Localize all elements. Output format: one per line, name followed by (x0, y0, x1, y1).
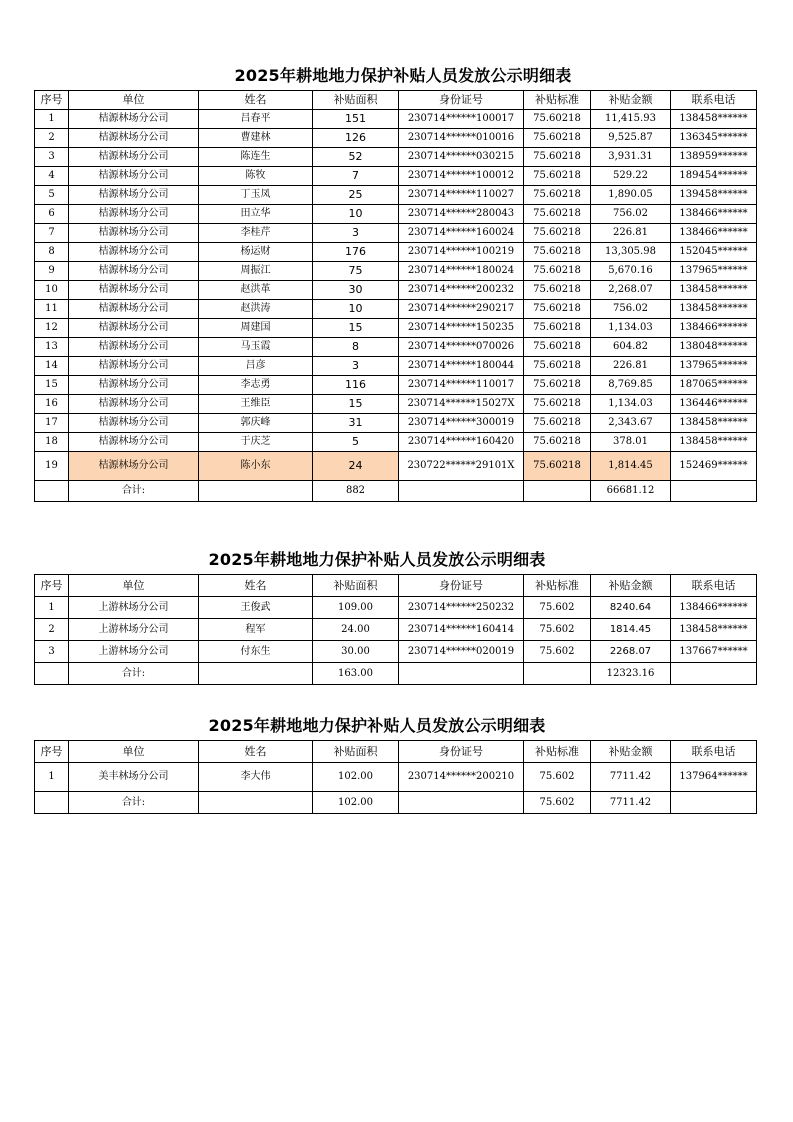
cell-rate: 75.602 (524, 763, 591, 792)
table-row (35, 205, 757, 224)
cell-rate: 75.60218 (524, 224, 591, 243)
cell-id: 230714******100219 (399, 243, 524, 262)
col-id: 身份证号 (399, 91, 524, 110)
cell-unit: 桔源林场分公司 (69, 186, 199, 205)
cell-id: 230714******150235 (399, 319, 524, 338)
table-title: 2025年耕地地力保护补贴人员发放公示明细表 (208, 550, 546, 569)
cell-name: 丁玉凤 (199, 186, 313, 205)
table-row (35, 376, 757, 395)
cell-seq: 3 (35, 148, 69, 167)
cell-name: 吕彦 (199, 357, 313, 376)
table-row (35, 319, 757, 338)
cell-seq: 18 (35, 433, 69, 452)
cell-phone: 136345****** (671, 129, 757, 148)
col-amount: 补贴金额 (591, 575, 671, 597)
cell-empty (35, 663, 69, 685)
total-area: 163.00 (313, 663, 399, 685)
cell-id: 230714******070026 (399, 338, 524, 357)
cell-id: 230722******29101X (399, 452, 524, 481)
cell-name: 田立华 (199, 205, 313, 224)
section-meifeng (34, 716, 748, 814)
col-seq: 序号 (35, 91, 69, 110)
cell-phone: 138458****** (671, 281, 757, 300)
cell-area: 15 (313, 319, 399, 338)
cell-name: 李大伟 (199, 763, 313, 792)
cell-amount: 756.02 (591, 300, 671, 319)
cell-phone: 138458****** (671, 619, 757, 641)
table-row (35, 597, 757, 619)
cell-empty (399, 481, 524, 502)
total-row (35, 792, 757, 814)
cell-rate: 75.60218 (524, 300, 591, 319)
cell-area: 30.00 (313, 641, 399, 663)
cell-amount: 2268.07 (591, 641, 671, 663)
cell-seq: 16 (35, 395, 69, 414)
col-phone: 联系电话 (671, 575, 757, 597)
cell-empty (199, 663, 313, 685)
cell-amount: 756.02 (591, 205, 671, 224)
cell-seq: 11 (35, 300, 69, 319)
cell-unit: 桔源林场分公司 (69, 167, 199, 186)
cell-name: 陈连生 (199, 148, 313, 167)
cell-unit: 桔源林场分公司 (69, 414, 199, 433)
cell-id: 230714******160024 (399, 224, 524, 243)
table-row (35, 110, 757, 129)
table-row (35, 186, 757, 205)
cell-unit: 上游林场分公司 (69, 619, 199, 641)
total-area: 102.00 (313, 792, 399, 814)
cell-rate: 75.60218 (524, 414, 591, 433)
cell-id: 230714******280043 (399, 205, 524, 224)
cell-area: 24.00 (313, 619, 399, 641)
cell-seq: 4 (35, 167, 69, 186)
cell-area: 116 (313, 376, 399, 395)
cell-area: 109.00 (313, 597, 399, 619)
cell-empty (671, 663, 757, 685)
cell-unit: 上游林场分公司 (69, 597, 199, 619)
col-seq: 序号 (35, 741, 69, 763)
cell-amount: 2,268.07 (591, 281, 671, 300)
cell-area: 15 (313, 395, 399, 414)
total-label: 合计: (69, 663, 199, 685)
cell-rate: 75.60218 (524, 110, 591, 129)
cell-name: 王俊武 (199, 597, 313, 619)
cell-seq: 2 (35, 619, 69, 641)
cell-name: 马玉霞 (199, 338, 313, 357)
table-row (35, 129, 757, 148)
table-row (35, 414, 757, 433)
cell-area: 10 (313, 300, 399, 319)
cell-amount: 1,890.05 (591, 186, 671, 205)
cell-phone: 189454****** (671, 167, 757, 186)
cell-seq: 1 (35, 763, 69, 792)
cell-amount: 1,814.45 (591, 452, 671, 481)
cell-seq: 19 (35, 452, 69, 481)
cell-amount: 11,415.93 (591, 110, 671, 129)
col-phone: 联系电话 (671, 91, 757, 110)
cell-rate: 75.60218 (524, 319, 591, 338)
cell-rate: 75.602 (524, 597, 591, 619)
cell-name: 周建国 (199, 319, 313, 338)
cell-id: 230714******110027 (399, 186, 524, 205)
cell-area: 25 (313, 186, 399, 205)
cell-area: 3 (313, 224, 399, 243)
cell-unit: 桔源林场分公司 (69, 148, 199, 167)
cell-amount: 9,525.87 (591, 129, 671, 148)
cell-phone: 152045****** (671, 243, 757, 262)
col-amount: 补贴金额 (591, 741, 671, 763)
cell-seq: 9 (35, 262, 69, 281)
cell-name: 赵洪革 (199, 281, 313, 300)
cell-unit: 桔源林场分公司 (69, 395, 199, 414)
table-row (35, 357, 757, 376)
cell-area: 30 (313, 281, 399, 300)
total-rate: 75.602 (524, 792, 591, 814)
cell-area: 151 (313, 110, 399, 129)
cell-phone: 152469****** (671, 452, 757, 481)
cell-name: 赵洪涛 (199, 300, 313, 319)
cell-seq: 1 (35, 597, 69, 619)
header-row (35, 575, 757, 597)
section-shangyou (34, 550, 748, 685)
header-row (35, 741, 757, 763)
table-row (35, 395, 757, 414)
cell-rate: 75.60218 (524, 262, 591, 281)
cell-seq: 5 (35, 186, 69, 205)
cell-seq: 17 (35, 414, 69, 433)
cell-rate: 75.60218 (524, 376, 591, 395)
cell-amount: 604.82 (591, 338, 671, 357)
cell-area: 5 (313, 433, 399, 452)
total-label: 合计: (69, 792, 199, 814)
cell-name: 陈牧 (199, 167, 313, 186)
col-area: 补贴面积 (313, 91, 399, 110)
cell-phone: 138466****** (671, 224, 757, 243)
cell-phone: 138048****** (671, 338, 757, 357)
cell-id: 230714******020019 (399, 641, 524, 663)
cell-phone: 138458****** (671, 414, 757, 433)
cell-empty (524, 663, 591, 685)
table-row (35, 262, 757, 281)
cell-id: 230714******160414 (399, 619, 524, 641)
cell-seq: 10 (35, 281, 69, 300)
col-seq: 序号 (35, 575, 69, 597)
cell-unit: 桔源林场分公司 (69, 452, 199, 481)
table-title: 2025年耕地地力保护补贴人员发放公示明细表 (208, 716, 546, 735)
cell-area: 7 (313, 167, 399, 186)
cell-id: 230714******100017 (399, 110, 524, 129)
total-area: 882 (313, 481, 399, 502)
table-row (35, 224, 757, 243)
cell-seq: 6 (35, 205, 69, 224)
cell-unit: 桔源林场分公司 (69, 205, 199, 224)
cell-empty (199, 481, 313, 502)
cell-rate: 75.60218 (524, 186, 591, 205)
cell-name: 陈小东 (199, 452, 313, 481)
cell-id: 230714******200210 (399, 763, 524, 792)
cell-amount: 529.22 (591, 167, 671, 186)
cell-name: 于庆芝 (199, 433, 313, 452)
cell-name: 程军 (199, 619, 313, 641)
table-row (35, 452, 757, 481)
cell-unit: 桔源林场分公司 (69, 376, 199, 395)
cell-id: 230714******180044 (399, 357, 524, 376)
table-row (35, 641, 757, 663)
cell-unit: 桔源林场分公司 (69, 129, 199, 148)
cell-id: 230714******110017 (399, 376, 524, 395)
cell-unit: 桔源林场分公司 (69, 224, 199, 243)
cell-phone: 138458****** (671, 300, 757, 319)
cell-phone: 139458****** (671, 186, 757, 205)
cell-unit: 桔源林场分公司 (69, 110, 199, 129)
total-row (35, 663, 757, 685)
table-row (35, 300, 757, 319)
cell-phone: 138458****** (671, 433, 757, 452)
cell-rate: 75.60218 (524, 452, 591, 481)
cell-unit: 桔源林场分公司 (69, 300, 199, 319)
cell-area: 24 (313, 452, 399, 481)
col-area: 补贴面积 (313, 741, 399, 763)
cell-empty (35, 481, 69, 502)
table-row (35, 619, 757, 641)
cell-name: 付东生 (199, 641, 313, 663)
table-row (35, 433, 757, 452)
cell-rate: 75.60218 (524, 148, 591, 167)
cell-amount: 3,931.31 (591, 148, 671, 167)
cell-amount: 8240.64 (591, 597, 671, 619)
cell-phone: 138466****** (671, 319, 757, 338)
cell-amount: 1,134.03 (591, 319, 671, 338)
cell-id: 230714******15027X (399, 395, 524, 414)
table-row (35, 243, 757, 262)
cell-amount: 13,305.98 (591, 243, 671, 262)
cell-rate: 75.60218 (524, 338, 591, 357)
cell-id: 230714******030215 (399, 148, 524, 167)
col-name: 姓名 (199, 741, 313, 763)
cell-unit: 桔源林场分公司 (69, 262, 199, 281)
cell-unit: 桔源林场分公司 (69, 338, 199, 357)
table-row (35, 338, 757, 357)
table-row (35, 763, 757, 792)
cell-amount: 5,670.16 (591, 262, 671, 281)
subsidy-table-meifeng (34, 740, 757, 814)
cell-seq: 13 (35, 338, 69, 357)
subsidy-table-shangyou (34, 574, 757, 685)
col-name: 姓名 (199, 575, 313, 597)
cell-id: 230714******010016 (399, 129, 524, 148)
cell-seq: 15 (35, 376, 69, 395)
cell-amount: 7711.42 (591, 763, 671, 792)
cell-rate: 75.602 (524, 641, 591, 663)
cell-id: 230714******180024 (399, 262, 524, 281)
cell-name: 杨运财 (199, 243, 313, 262)
cell-unit: 桔源林场分公司 (69, 243, 199, 262)
col-unit: 单位 (69, 575, 199, 597)
cell-phone: 137965****** (671, 262, 757, 281)
table-row (35, 167, 757, 186)
cell-id: 230714******290217 (399, 300, 524, 319)
cell-amount: 8,769.85 (591, 376, 671, 395)
cell-phone: 138458****** (671, 110, 757, 129)
cell-area: 10 (313, 205, 399, 224)
cell-seq: 7 (35, 224, 69, 243)
header-row (35, 91, 757, 110)
cell-rate: 75.60218 (524, 395, 591, 414)
cell-phone: 138466****** (671, 205, 757, 224)
cell-empty (35, 792, 69, 814)
col-amount: 补贴金额 (591, 91, 671, 110)
cell-area: 3 (313, 357, 399, 376)
cell-rate: 75.60218 (524, 167, 591, 186)
cell-id: 230714******100012 (399, 167, 524, 186)
cell-unit: 桔源林场分公司 (69, 433, 199, 452)
total-row (35, 481, 757, 502)
col-unit: 单位 (69, 741, 199, 763)
table-title: 2025年耕地地力保护补贴人员发放公示明细表 (234, 66, 572, 85)
cell-id: 230714******250232 (399, 597, 524, 619)
cell-area: 102.00 (313, 763, 399, 792)
cell-phone: 138466****** (671, 597, 757, 619)
total-amount: 7711.42 (591, 792, 671, 814)
cell-amount: 226.81 (591, 357, 671, 376)
cell-area: 75 (313, 262, 399, 281)
subsidy-table-jieyuan (34, 90, 757, 502)
cell-area: 52 (313, 148, 399, 167)
total-amount: 66681.12 (591, 481, 671, 502)
cell-id: 230714******200232 (399, 281, 524, 300)
col-rate: 补贴标准 (524, 91, 591, 110)
cell-amount: 1814.45 (591, 619, 671, 641)
cell-name: 郭庆峰 (199, 414, 313, 433)
table-row (35, 281, 757, 300)
cell-amount: 378.01 (591, 433, 671, 452)
cell-seq: 8 (35, 243, 69, 262)
cell-name: 曹建林 (199, 129, 313, 148)
cell-unit: 桔源林场分公司 (69, 319, 199, 338)
total-label: 合计: (69, 481, 199, 502)
cell-seq: 12 (35, 319, 69, 338)
cell-id: 230714******160420 (399, 433, 524, 452)
section-jieyuan (34, 66, 748, 502)
cell-phone: 136446****** (671, 395, 757, 414)
col-id: 身份证号 (399, 575, 524, 597)
cell-rate: 75.60218 (524, 281, 591, 300)
col-name: 姓名 (199, 91, 313, 110)
cell-name: 李桂芹 (199, 224, 313, 243)
cell-empty (671, 792, 757, 814)
cell-seq: 3 (35, 641, 69, 663)
cell-name: 周振江 (199, 262, 313, 281)
cell-rate: 75.60218 (524, 129, 591, 148)
cell-amount: 1,134.03 (591, 395, 671, 414)
cell-seq: 14 (35, 357, 69, 376)
table-body (35, 597, 757, 685)
cell-seq: 2 (35, 129, 69, 148)
cell-phone: 138959****** (671, 148, 757, 167)
col-phone: 联系电话 (671, 741, 757, 763)
cell-area: 176 (313, 243, 399, 262)
cell-phone: 137667****** (671, 641, 757, 663)
col-rate: 补贴标准 (524, 575, 591, 597)
cell-unit: 上游林场分公司 (69, 641, 199, 663)
cell-area: 126 (313, 129, 399, 148)
cell-phone: 137965****** (671, 357, 757, 376)
cell-rate: 75.60218 (524, 205, 591, 224)
cell-empty (199, 792, 313, 814)
col-unit: 单位 (69, 91, 199, 110)
cell-rate: 75.602 (524, 619, 591, 641)
cell-name: 李志勇 (199, 376, 313, 395)
col-id: 身份证号 (399, 741, 524, 763)
cell-name: 王维臣 (199, 395, 313, 414)
table-body (35, 763, 757, 814)
total-amount: 12323.16 (591, 663, 671, 685)
table-row (35, 148, 757, 167)
cell-unit: 美丰林场分公司 (69, 763, 199, 792)
cell-unit: 桔源林场分公司 (69, 281, 199, 300)
cell-rate: 75.60218 (524, 357, 591, 376)
cell-area: 31 (313, 414, 399, 433)
cell-id: 230714******300019 (399, 414, 524, 433)
cell-seq: 1 (35, 110, 69, 129)
cell-name: 吕春平 (199, 110, 313, 129)
cell-area: 8 (313, 338, 399, 357)
cell-unit: 桔源林场分公司 (69, 357, 199, 376)
col-area: 补贴面积 (313, 575, 399, 597)
cell-empty (399, 663, 524, 685)
cell-empty (671, 481, 757, 502)
cell-empty (524, 481, 591, 502)
cell-empty (399, 792, 524, 814)
cell-amount: 2,343.67 (591, 414, 671, 433)
cell-amount: 226.81 (591, 224, 671, 243)
table-body (35, 110, 757, 502)
cell-phone: 137964****** (671, 763, 757, 792)
cell-rate: 75.60218 (524, 243, 591, 262)
cell-rate: 75.60218 (524, 433, 591, 452)
cell-phone: 187065****** (671, 376, 757, 395)
col-rate: 补贴标准 (524, 741, 591, 763)
